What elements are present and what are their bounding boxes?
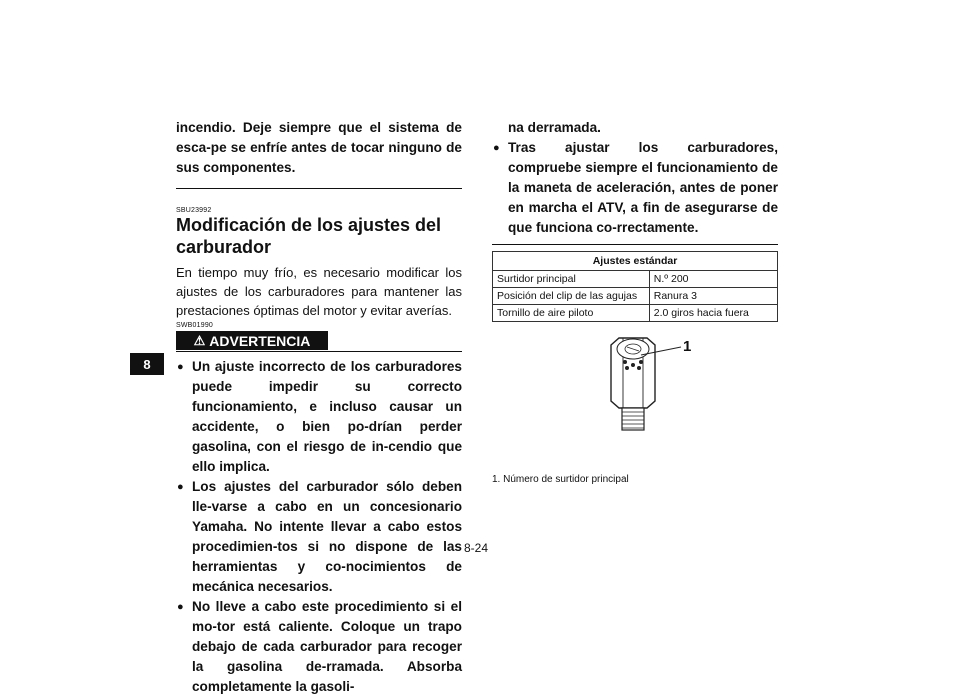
table-cell: Ranura 3 — [649, 288, 777, 305]
bullet-text: Un ajuste incorrecto de los carburadores puede impedir su correcto funcionamiento, e incluso causar un accidente, o bien po-drían perder gasolina, con el riesgo de in-cendio que ello implica. — [192, 359, 462, 474]
left-column — [176, 118, 462, 697]
table-cell: Posición del clip de las agujas — [493, 288, 650, 305]
warning-label: ADVERTENCIA — [209, 332, 311, 349]
warning-rule — [176, 351, 462, 352]
table-row — [493, 305, 778, 322]
warning-banner — [176, 331, 462, 353]
list-item — [176, 597, 462, 697]
section-body: En tiempo muy frío, es necesario modificar los ajustes de los carburadores para mantener las prestaciones óptimas del motor y evitar averías. — [176, 265, 462, 318]
main-jet-figure — [597, 335, 707, 435]
list-item — [176, 357, 462, 477]
list-item — [492, 138, 778, 238]
right-bullets — [492, 138, 778, 238]
figure-callout-label: 1 — [683, 338, 692, 355]
table-cell: Surtidor principal — [493, 271, 650, 288]
table-title: Ajustes estándar — [493, 252, 778, 271]
bullet-icon: ● — [177, 481, 184, 493]
bullet-text: Los ajustes del carburador sólo deben lle-varse a cabo en un concesionario Yamaha. No intente llevar a cabo estos procedimien-tos si no dispone de las herramientas y co-nocimientos de mecánica necesarios. — [192, 479, 462, 594]
bullet-text: No lleve a cabo este procedimiento si el mo-tor está caliente. Coloque un trapo debajo de cada carburador para recoger la gasolina de-rramada. Absorba completamente la gasoli- — [192, 599, 462, 694]
section-divider — [176, 188, 462, 189]
main-jet-illustration — [597, 335, 707, 435]
chapter-tab: 8 — [130, 353, 164, 375]
warning-bullets — [176, 357, 462, 697]
table-cell: 2.0 giros hacia fuera — [649, 305, 777, 322]
right-column — [492, 118, 778, 322]
warning-label-box — [176, 331, 328, 350]
warning-code: SWB01990 — [176, 322, 214, 329]
table-row — [493, 271, 778, 288]
figure-caption: 1. Número de surtidor principal — [492, 474, 629, 485]
standard-settings-table — [492, 251, 778, 322]
bullet-text: Tras ajustar los carburadores, compruebe siempre el funcionamiento de la maneta de aceleración, antes de poner en marcha el ATV, a fin de asegurarse de que funciona co-rrectamente. — [508, 140, 778, 235]
table-cell: Tornillo de aire piloto — [493, 305, 650, 322]
warning-triangle-icon: ⚠ — [193, 333, 206, 348]
section-divider — [492, 244, 778, 245]
section-heading: Modificación de los ajustes del carburador — [176, 215, 442, 257]
bullet-icon: ● — [177, 601, 184, 613]
list-item — [176, 477, 462, 597]
bullet-icon: ● — [493, 142, 500, 154]
page-number: 8-24 — [464, 541, 489, 555]
table-row — [493, 288, 778, 305]
continuation-text: na derramada. — [508, 120, 601, 135]
intro-text: incendio. Deje siempre que el sistema de esca-pe se enfríe antes de tocar ninguno de sus componentes. — [176, 120, 462, 175]
bullet-icon: ● — [177, 361, 184, 373]
section-code: SBU23992 — [176, 207, 212, 214]
table-cell: N.º 200 — [649, 271, 777, 288]
